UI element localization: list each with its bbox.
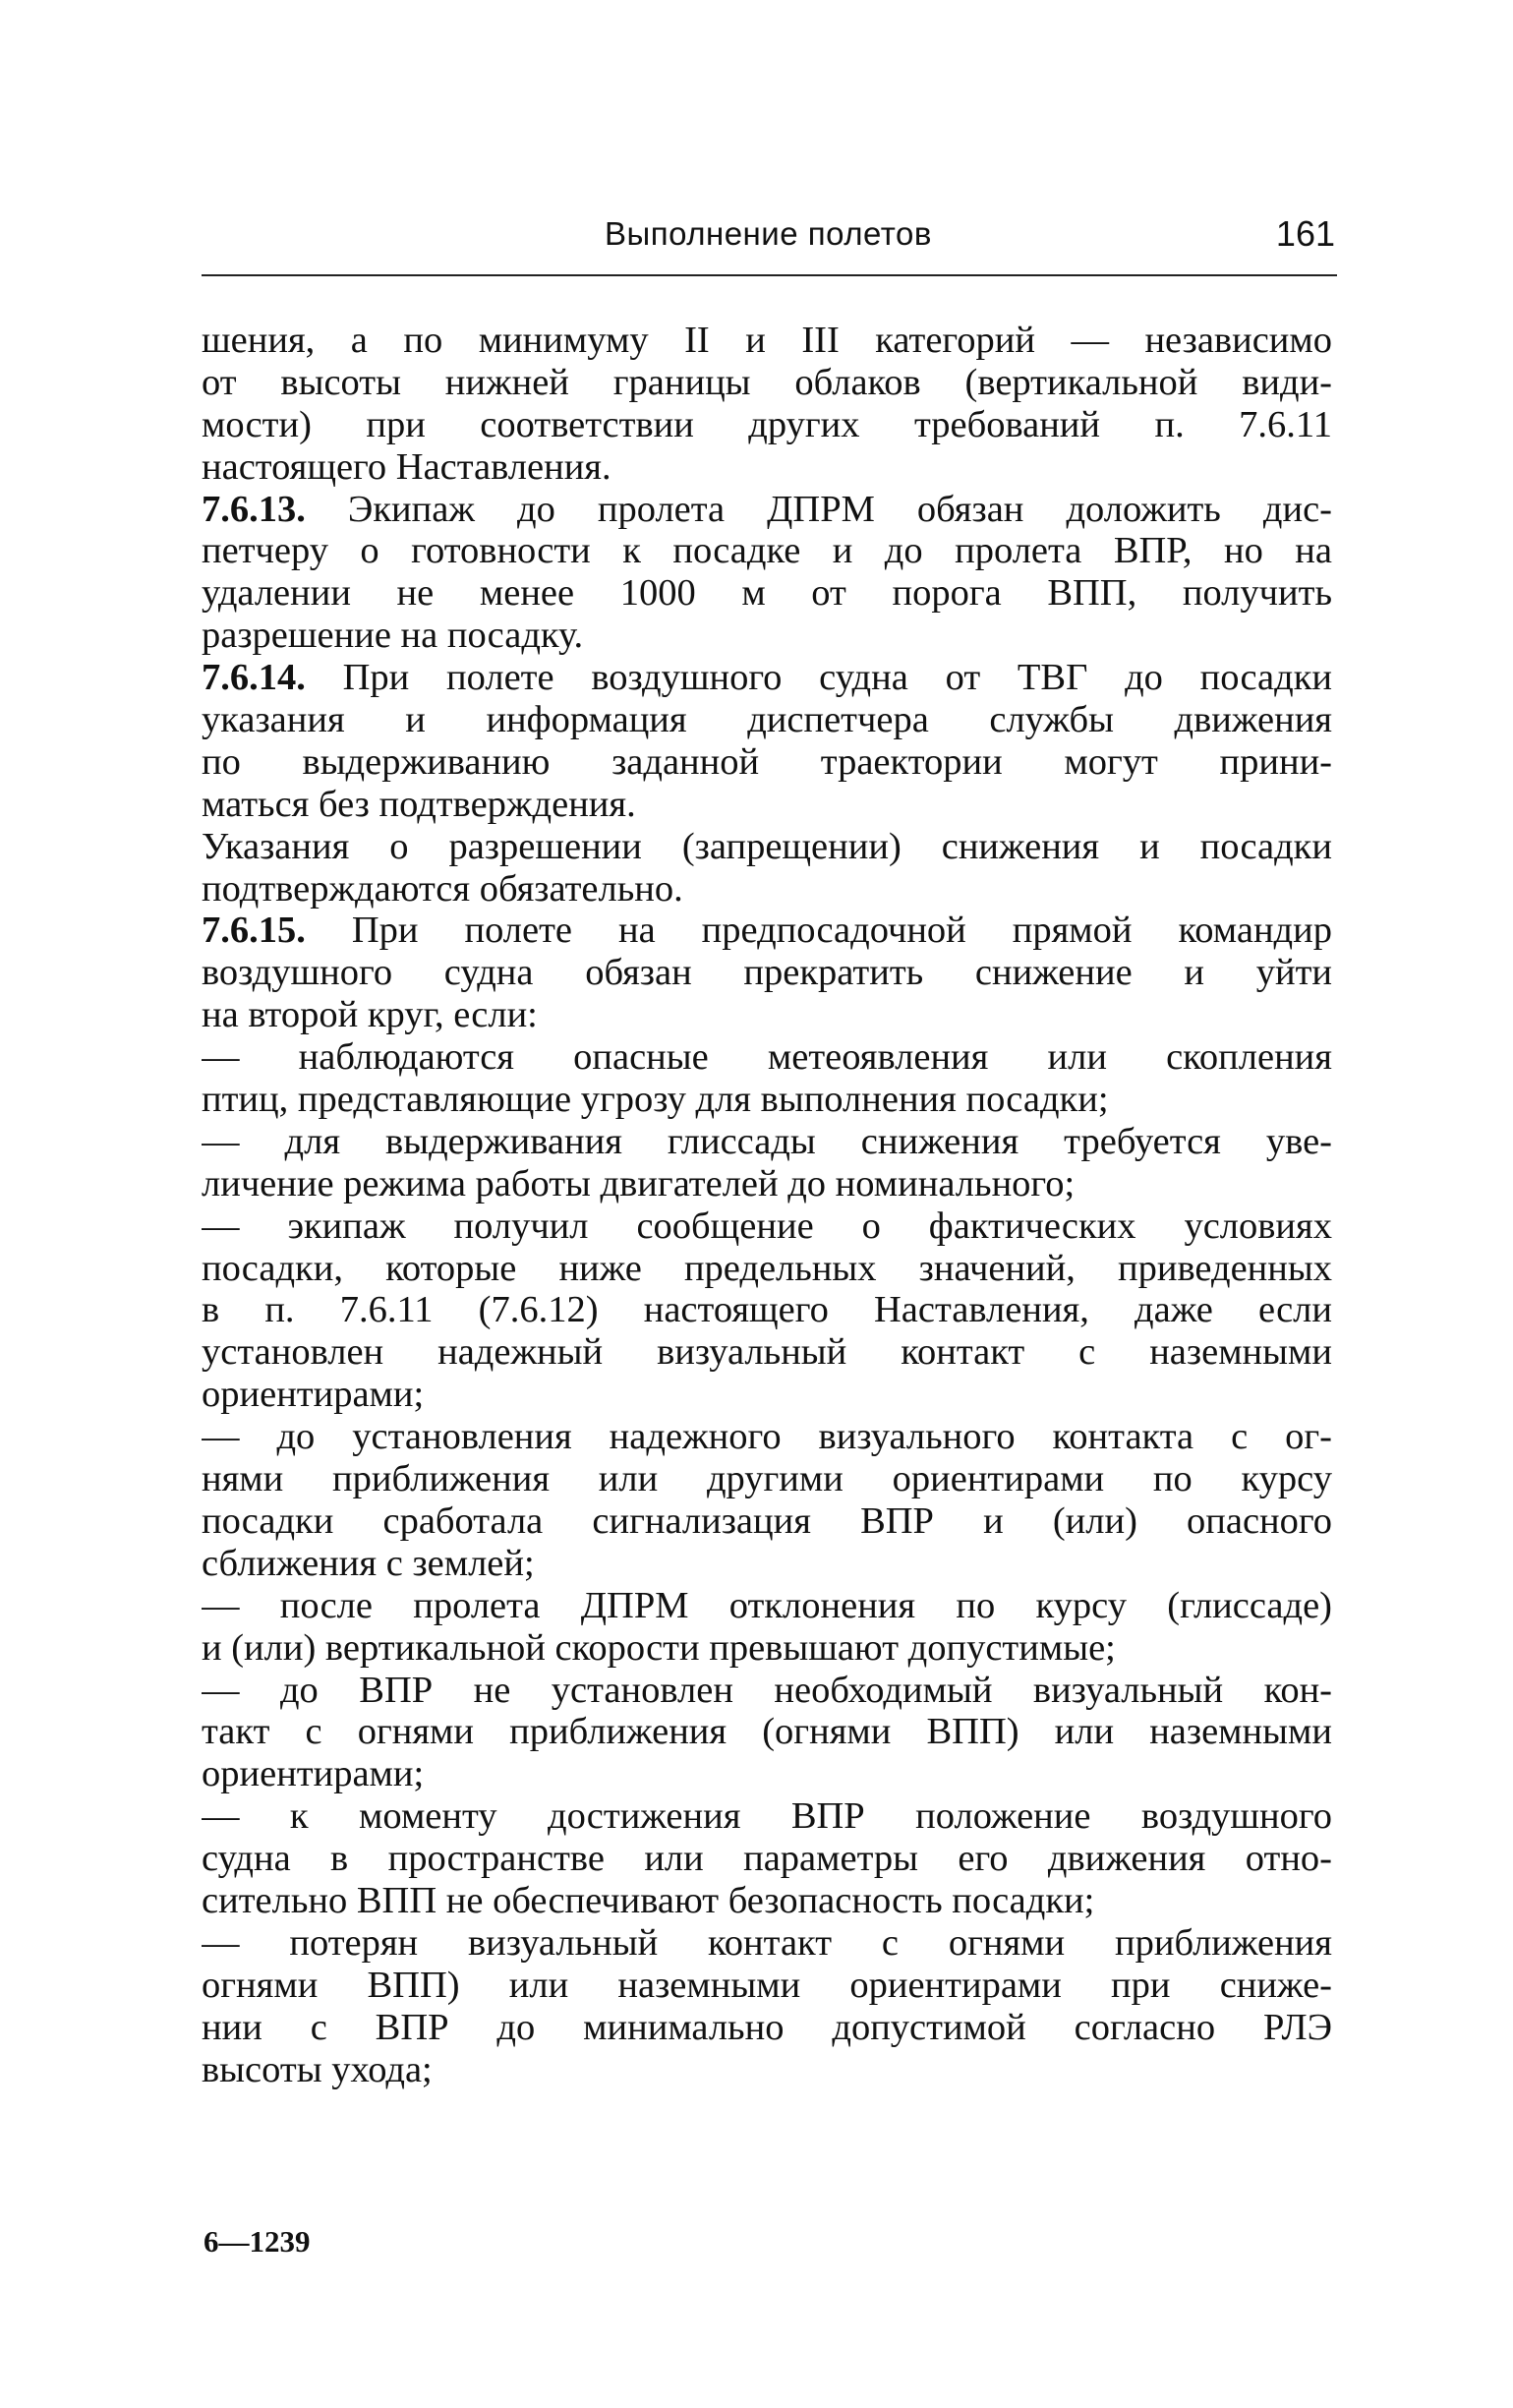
line-text: ориентирами; [202,1753,425,1795]
text-line [202,657,1332,699]
paragraph [202,826,1332,910]
text-line [202,1711,1332,1753]
text-line [202,446,1332,489]
line-text: огнями ВПП) или наземными ориентирами при сниже- [202,1964,1332,2006]
text-line [202,1163,1332,1205]
line-text: от высоты нижней границы облаков (вертикальной види- [202,361,1332,403]
line-text: такт с огнями приближения (огнями ВПП) или наземными [202,1711,1332,1753]
line-text: и (или) вертикальной скорости превышают допустимые; [202,1626,1116,1669]
text-line [202,1500,1332,1543]
line-text: личение режима работы двигателей до номинального; [202,1162,1076,1204]
line-text: нями приближения или другими ориентирами по курсу [202,1458,1332,1500]
line-text: При полете на предпосадочной прямой командир [351,910,1332,952]
line-text: Экипаж до пролета ДПРМ обязан доложить дис- [347,488,1332,530]
text-line [202,952,1332,994]
numbered-paragraph [202,489,1332,658]
text-line [202,1795,1332,1838]
line-text: сближения с землей; [202,1542,535,1584]
line-text: удалении не менее 1000 м от порога ВПП, получить [202,572,1332,615]
text-line [202,784,1332,826]
line-text: настоящего Наставления. [202,445,611,488]
numbered-paragraph [202,657,1332,826]
section-number: 7.6.13. [202,488,306,530]
text-line [202,2049,1332,2091]
text-line [202,826,1332,868]
line-text: — к моменту достижения ВПР положение воздушного [202,1795,1332,1838]
line-text: — потерян визуальный контакт с огнями приближения [202,1921,1332,1964]
line-text: — до ВПР не установлен необходимый визуальный кон- [202,1669,1332,1711]
paragraph [202,1036,1332,1121]
text-line [202,530,1332,572]
line-text: — для выдерживания глиссады снижения требуется уве- [202,1120,1332,1162]
text-line [202,868,1332,910]
paragraph [202,320,1332,489]
text-line [202,1458,1332,1500]
text-line [202,1079,1332,1121]
text-line [202,1670,1332,1712]
text-line [202,1416,1332,1458]
text-line [202,1248,1332,1290]
text-line [202,1331,1332,1374]
line-text: — после пролета ДПРМ отклонения по курсу (глиссаде) [202,1584,1332,1626]
text-line [202,1753,1332,1795]
line-text: птиц, представляющие угрозу для выполнения посадки; [202,1079,1109,1121]
paragraph [202,1670,1332,1796]
text-line [202,1121,1332,1163]
text-line [202,572,1332,615]
page-number: 161 [1275,213,1335,254]
text-line [202,699,1332,741]
text-line [202,1543,1332,1585]
line-text: Указания о разрешении (запрещении) снижения и посадки [202,825,1332,867]
text-line [202,362,1332,404]
text-line [202,1838,1332,1880]
text-line [202,1627,1332,1670]
line-text: разрешение на посадку. [202,615,584,657]
line-text: на второй круг, если: [202,994,538,1036]
line-text: При полете воздушного судна от ТВГ до посадки [342,657,1332,699]
paragraph [202,1205,1332,1416]
line-text: — до установления надежного визуального контакта с ог- [202,1416,1332,1458]
line-text: посадки сработала сигнализация ВПР и (или) опасного [202,1499,1332,1542]
line-text: высоты ухода; [202,2048,433,2090]
line-text: — наблюдаются опасные метеоявления или скопления [202,1036,1332,1079]
line-text: установлен надежный визуальный контакт с наземными [202,1331,1332,1374]
paragraph [202,1121,1332,1205]
paragraph [202,1416,1332,1585]
numbered-paragraph [202,910,1332,1036]
paragraph [202,1795,1332,1922]
line-text: указания и информация диспетчера службы движения [202,699,1332,741]
text-line [202,1922,1332,1965]
line-text: нии с ВПР до минимально допустимой согласно РЛЭ [202,2006,1332,2048]
running-head [202,211,1337,276]
line-text: ориентирами; [202,1374,425,1416]
text-line [202,1585,1332,1627]
line-text: судна в пространстве или параметры его движения отно- [202,1838,1332,1880]
line-text: сительно ВПП не обеспечивают безопасность посадки; [202,1879,1095,1921]
line-text: мости) при соответствии других требований п. 7.6.11 [202,403,1332,445]
text-line [202,489,1332,531]
printer-signature: 6—1239 [204,2224,311,2259]
line-text: маться без подтверждения. [202,783,636,825]
text-line [202,615,1332,657]
text-line [202,1205,1332,1248]
section-number: 7.6.15. [202,910,306,952]
section-number: 7.6.14. [202,657,306,699]
paragraph [202,1585,1332,1670]
line-text: петчеру о готовности к посадке и до пролета ВПР, но на [202,530,1332,572]
paragraph [202,1922,1332,2091]
text-line [202,910,1332,952]
body-text [202,320,1332,2090]
text-line [202,741,1332,784]
line-text: шения, а по минимуму II и III категорий — независимо [202,320,1332,361]
text-line [202,2007,1332,2049]
line-text: в п. 7.6.11 (7.6.12) настоящего Наставления, даже если [202,1289,1332,1331]
running-head-title: Выполнение полетов [605,215,932,252]
text-line [202,1880,1332,1922]
line-text: — экипаж получил сообщение о фактических условиях [202,1204,1332,1247]
line-text: воздушного судна обязан прекратить снижение и уйти [202,952,1332,994]
line-text: по выдерживанию заданной траектории могут прини- [202,740,1332,783]
text-line [202,1374,1332,1416]
text-line [202,994,1332,1036]
line-text: подтверждаются обязательно. [202,867,683,910]
text-line [202,404,1332,446]
text-line [202,1289,1332,1331]
text-line [202,320,1332,362]
text-line [202,1036,1332,1079]
line-text: посадки, которые ниже предельных значений, приведенных [202,1247,1332,1289]
text-line [202,1965,1332,2007]
